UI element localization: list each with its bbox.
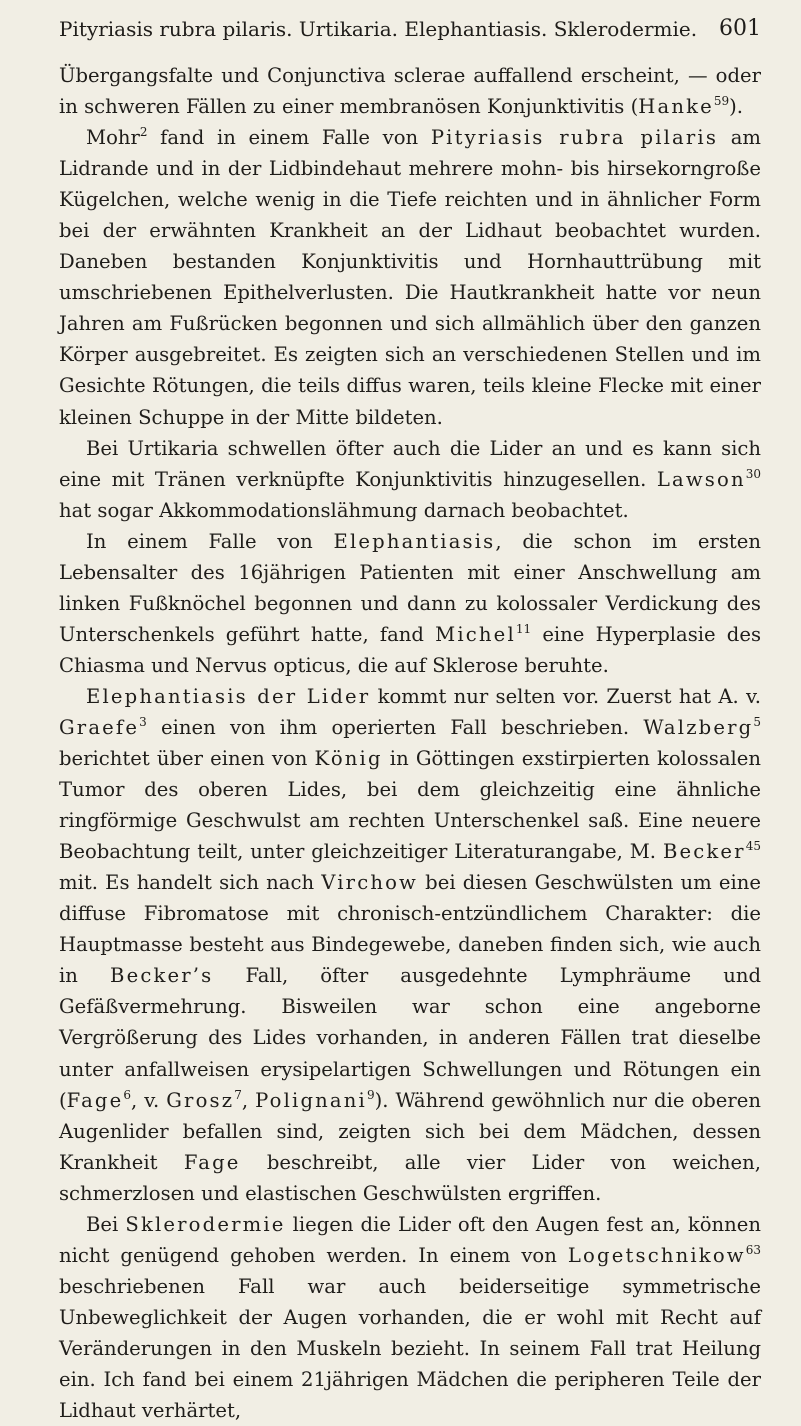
spaced-name: Michel <box>435 622 516 646</box>
text-run: bei diesen Geschwülsten um eine diffuse Fibromatose mit chronisch-entzündlichem Charakter: die Hauptmasse besteht aus Bindegewebe, daneben finden sich, wie auch in <box>59 871 761 988</box>
footnote-ref: 2 <box>139 125 148 140</box>
text-run: fand in einem Falle von <box>147 126 431 150</box>
spaced-name: Walzberg <box>643 715 754 739</box>
text-run: In einem Falle von <box>86 529 334 553</box>
text-run: Übergangsfalte und Conjunctiva sclerae auffallend erscheint, — oder in schweren Fällen zu einer membranösen Konjunktivitis ( <box>59 64 761 119</box>
paragraph <box>59 526 761 681</box>
footnote-ref: 59 <box>713 94 730 109</box>
spaced-name: König <box>314 747 383 771</box>
page-number: 601 <box>719 16 761 41</box>
body-text <box>59 60 761 1426</box>
footnote-ref: 7 <box>234 1087 242 1102</box>
text-run: hat sogar Akkommodationslähmung darnach beobachtet. <box>59 498 629 522</box>
text-run: mit. Es handelt sich nach <box>59 871 322 895</box>
text-run: Mohr <box>86 126 140 150</box>
text-run: beschreibt, alle vier Lider von weichen, schmerzlosen und elastischen Geschwülsten ergriffen. <box>59 1150 761 1205</box>
text-run: berichtet über einen von <box>59 747 315 771</box>
spaced-name: Becker <box>662 840 746 864</box>
text-run: einen von ihm operierten Fall beschrieben. <box>146 715 644 739</box>
footnote-ref: 30 <box>745 466 761 481</box>
text-run: beschriebenen Fall war auch beiderseitige symmetrische Unbeweglichkeit der Augen vorhanden, die er wohl mit Recht auf Veränderungen in den Muskeln bezieht. In seinem Fall trat Heilung ein. Ich fand bei einem 21jährigen Mädchen die peripheren Teile der Lidhaut verhärtet, <box>59 1274 761 1423</box>
running-title: Pityriasis rubra pilaris. Urtikaria. Elephantiasis. Sklerodermie. <box>59 17 698 41</box>
paragraph <box>59 681 761 1209</box>
paragraph <box>59 1209 761 1426</box>
spaced-name: Fage <box>66 1088 124 1112</box>
text-run: , <box>241 1088 256 1112</box>
text-run: Fall, öfter ausgedehnte Lymphräume und Gefäßvermehrung. Bisweilen war schon eine angeborne Vergrößerung des Lides vorhanden, in anderen Fällen trat dieselbe unter anfallweisen erysipelartigen Schwellungen und Rötungen ein ( <box>59 964 761 1112</box>
text-run: , v. <box>131 1088 167 1112</box>
text-run: Bei <box>86 1212 126 1236</box>
text-run: kommt nur selten vor. Zuerst hat A. v. <box>370 684 761 708</box>
paragraph <box>59 433 761 526</box>
paragraph <box>59 60 761 122</box>
running-head <box>59 14 761 44</box>
spaced-name: Polignani <box>255 1088 367 1112</box>
text-run: ). Während gewöhnlich nur die oberen Augenlider befallen sind, zeigten sich bei dem Mädchen, dessen Krankheit <box>59 1088 761 1174</box>
spaced-name: Elephantiasis der Lider <box>86 684 371 708</box>
spaced-name: Hanke <box>638 95 714 119</box>
spaced-name: Elephantiasis <box>333 529 496 553</box>
text-run: ). <box>729 95 744 119</box>
spaced-name: Fage <box>183 1150 241 1174</box>
text-run: liegen die Lider oft den Augen fest an, können nicht genügend gehoben werden. In einem von <box>59 1212 761 1267</box>
text-run: in Göttingen exstirpierten kolossalen Tumor des oberen Lides, bei dem gleichzeitig eine ähnliche ringförmige Geschwulst am rechten Unterschenkel saß. Eine neuere Beobachtung teilt, unter gleichzeitiger Literaturangabe, M. <box>59 747 761 864</box>
paragraph <box>59 122 761 432</box>
footnote-ref: 63 <box>745 1242 761 1257</box>
spaced-name: Pityriasis rubra pilaris <box>430 126 719 150</box>
text-run: eine Hyperplasie des Chiasma und Nervus opticus, die auf Sklerose beruhte. <box>59 622 761 677</box>
text-run: , die schon im ersten Lebensalter des 16jährigen Patienten mit einer Anschwellung am linken Fußknöchel begonnen und dann zu kolossaler Verdickung des Unterschenkels geführt hatte, fand <box>59 529 761 646</box>
text-run: am Lidrande und in der Lidbindehaut mehrere mohn- bis hirsekorngroße Kügelchen, welche wenig in die Tiefe reichten und in ähnlicher Form bei der erwähnten Krankheit an der Lidhaut beobachtet wurden. Daneben bestanden Konjunktivitis und Hornhauttrübung mit umschriebenen Epithelverlusten. Die Hautkrankheit hatte vor neun Jahren am Fußrücken begonnen und sich allmählich über den ganzen Körper ausgebreitet. Es zeigten sich an verschiedenen Stellen und im Gesichte Rötungen, die teils diffus waren, teils kleine Flecke mit einer kleinen Schuppe in der Mitte bildeten. <box>59 126 761 429</box>
spaced-name: Logetschnikow <box>567 1243 746 1267</box>
footnote-ref: 3 <box>139 714 147 729</box>
spaced-name: Grosz <box>166 1088 235 1112</box>
footnote-ref: 45 <box>745 839 761 854</box>
footnote-ref: 6 <box>123 1087 132 1102</box>
spaced-name: Becker’s <box>110 964 214 988</box>
footnote-ref: 9 <box>366 1087 375 1102</box>
spaced-name: Lawson <box>656 467 746 491</box>
spaced-name: Virchow <box>321 871 418 895</box>
spaced-name: Sklerodermie <box>125 1212 286 1236</box>
footnote-ref: 5 <box>753 714 761 729</box>
spaced-name: Graefe <box>59 715 140 739</box>
text-run: Bei Urtikaria schwellen öfter auch die Lider an und es kann sich eine mit Tränen verknüpfte Konjunktivitis hinzugesellen. <box>59 436 761 491</box>
footnote-ref: 11 <box>515 621 532 636</box>
